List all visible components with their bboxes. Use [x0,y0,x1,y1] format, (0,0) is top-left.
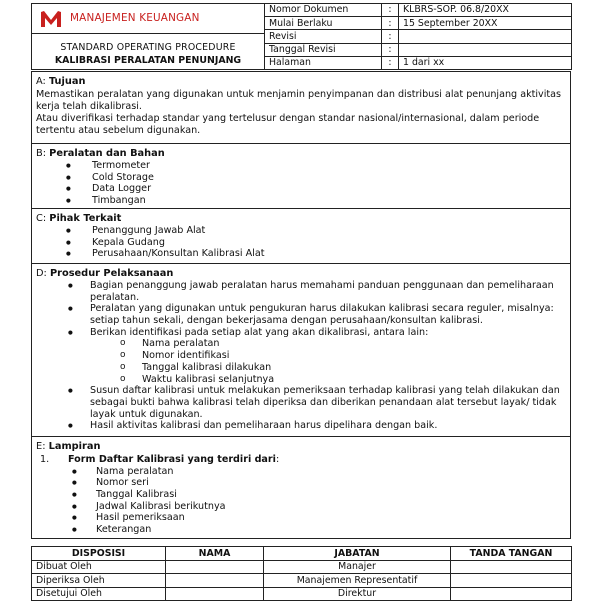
section-tujuan [32,72,570,151]
column-header-tanda-tangan: TANDA TANGAN [451,547,572,561]
cell-jabatan: Manajer [264,560,451,574]
field-value-tanggal-revisi [399,43,572,56]
list-item: ● Nama peralatan [36,466,566,478]
document-body [31,71,571,539]
section-paragraph: Atau diverifikasi terhadap standar yang tertelusur dengan standar nasional/internasional, dalam periode tertentu atau sebelum digunakan. [36,113,540,137]
field-colon: : [382,17,399,30]
cell-tanda-tangan [451,574,572,588]
cell-nama [166,574,264,588]
section-paragraph: Memastikan peralatan yang digunakan untuk menjamin penyimpanan dan distribusi alat penunjang aktivitas kerja telah dikalibrasi. [36,88,562,112]
list-item: ● Cold Storage [36,172,566,184]
sublist-item: o Nama peralatan [90,338,566,350]
cell-jabatan: Direktur [264,587,451,601]
column-header-disposisi: DISPOSISI [32,547,166,561]
list-item: ● Keterangan [36,524,566,536]
field-value-revisi [399,30,572,43]
section-prosedur [32,263,570,436]
cell-tanda-tangan [451,587,572,601]
section-title: D: Prosedur Pelaksanaan [36,268,174,279]
list-item: ● Perusahaan/Konsultan Kalibrasi Alat [36,248,566,260]
field-value-halaman: 1 dari xx [399,56,572,69]
sublist-item: o Tanggal kalibrasi dilakukan [90,362,566,374]
section-title: B: Peralatan dan Bahan [36,148,165,159]
list-item: ● Bagian penanggung jawab peralatan harus memahami panduan penggunaan dan pemeliharaan peralatan. [36,280,566,303]
section-title: C: Pihak Terkait [36,213,122,224]
field-label-revisi: Revisi [265,30,382,43]
column-header-nama: NAMA [166,547,264,561]
list-item: ● Timbangan [36,195,566,207]
list-item: ● Hasil pemeriksaan [36,512,566,524]
identification-sublist [90,338,566,385]
company-logo-row [32,4,264,34]
list-item: ● Tanggal Kalibrasi [36,489,566,501]
equipment-list [36,160,566,207]
cell-disposisi: Diperiksa Oleh [32,574,166,588]
list-item: ● Nomor seri [36,477,566,489]
parties-list [36,225,566,260]
table-row [32,574,572,588]
field-colon: : [382,30,399,43]
field-colon: : [382,43,399,56]
field-value-mulai-berlaku: 15 September 20XX [399,17,572,30]
field-value-nomor-dokumen: KLBRS-SOP. 06.8/20XX [399,4,572,17]
sublist-item: o Nomor identifikasi [90,350,566,362]
list-item: ● Jadwal Kalibrasi berikutnya [36,501,566,513]
sop-title: STANDARD OPERATING PROCEDURE [60,42,236,53]
cell-nama [166,560,264,574]
list-item: ● Data Logger [36,183,566,195]
field-label-tanggal-revisi: Tanggal Revisi [265,43,382,56]
list-item: ● Termometer [36,160,566,172]
field-label-mulai-berlaku: Mulai Berlaku [265,17,382,30]
cell-nama [166,587,264,601]
section-title: E: Lampiran [36,441,101,452]
header-title-cell [32,4,265,70]
cell-tanda-tangan [451,560,572,574]
cell-disposisi: Disetujui Oleh [32,587,166,601]
cell-jabatan: Manajemen Representatif [264,574,451,588]
attachment-colon: : [275,453,280,465]
list-item: ● Kepala Gudang [36,237,566,249]
attachment-title: Form Daftar Kalibrasi yang terdiri dari [68,453,276,465]
company-name: MANAJEMEN KEUANGAN [70,12,200,25]
field-label-halaman: Halaman [265,56,382,69]
procedure-list [36,280,566,432]
company-logo-icon [40,10,62,28]
disposition-table [31,546,572,601]
sublist-item: o Waktu kalibrasi selanjutnya [90,374,566,386]
field-colon: : [382,4,399,17]
attachment-number: 1. [40,453,50,465]
field-colon: : [382,56,399,69]
list-item-text: Berikan identifikasi pada setiap alat yang akan dikalibrasi, antara lain: [90,326,429,338]
section-pihak-terkait [32,208,570,263]
list-item: ● Peralatan yang digunakan untuk pengukuran harus dilakukan kalibrasi secara reguler, misalnya: setiap tahun sekali, dengan bekerjasama dengan perusahaan/konsultan kalibrasi. [36,303,566,326]
section-peralatan-bahan [32,143,570,208]
list-item: ● Penanggung Jawab Alat [36,225,566,237]
list-item [36,327,566,386]
cell-disposisi: Dibuat Oleh [32,560,166,574]
document-header-table [31,3,572,70]
list-item: ● Hasil aktivitas kalibrasi dan pemeliharaan harus dipelihara dengan baik. [36,420,566,432]
table-row [32,587,572,601]
attachment-item [36,454,566,466]
list-item: ● Susun daftar kalibrasi untuk melakukan pemeriksaan terhadap kalibrasi yang telah dilakukan dan sebagai bukti bahwa kalibrasi telah diperiksa dan diberikan penandaan alat tersebut layak/ tidak layak untuk digunakan. [36,385,566,420]
table-row [32,560,572,574]
field-label-nomor-dokumen: Nomor Dokumen [265,4,382,17]
section-lampiran [32,436,570,539]
form-fields-list [36,466,566,536]
sop-subtitle: KALIBRASI PERALATAN PENUNJANG [54,55,242,67]
column-header-jabatan: JABATAN [264,547,451,561]
section-title: A: Tujuan [36,76,86,87]
